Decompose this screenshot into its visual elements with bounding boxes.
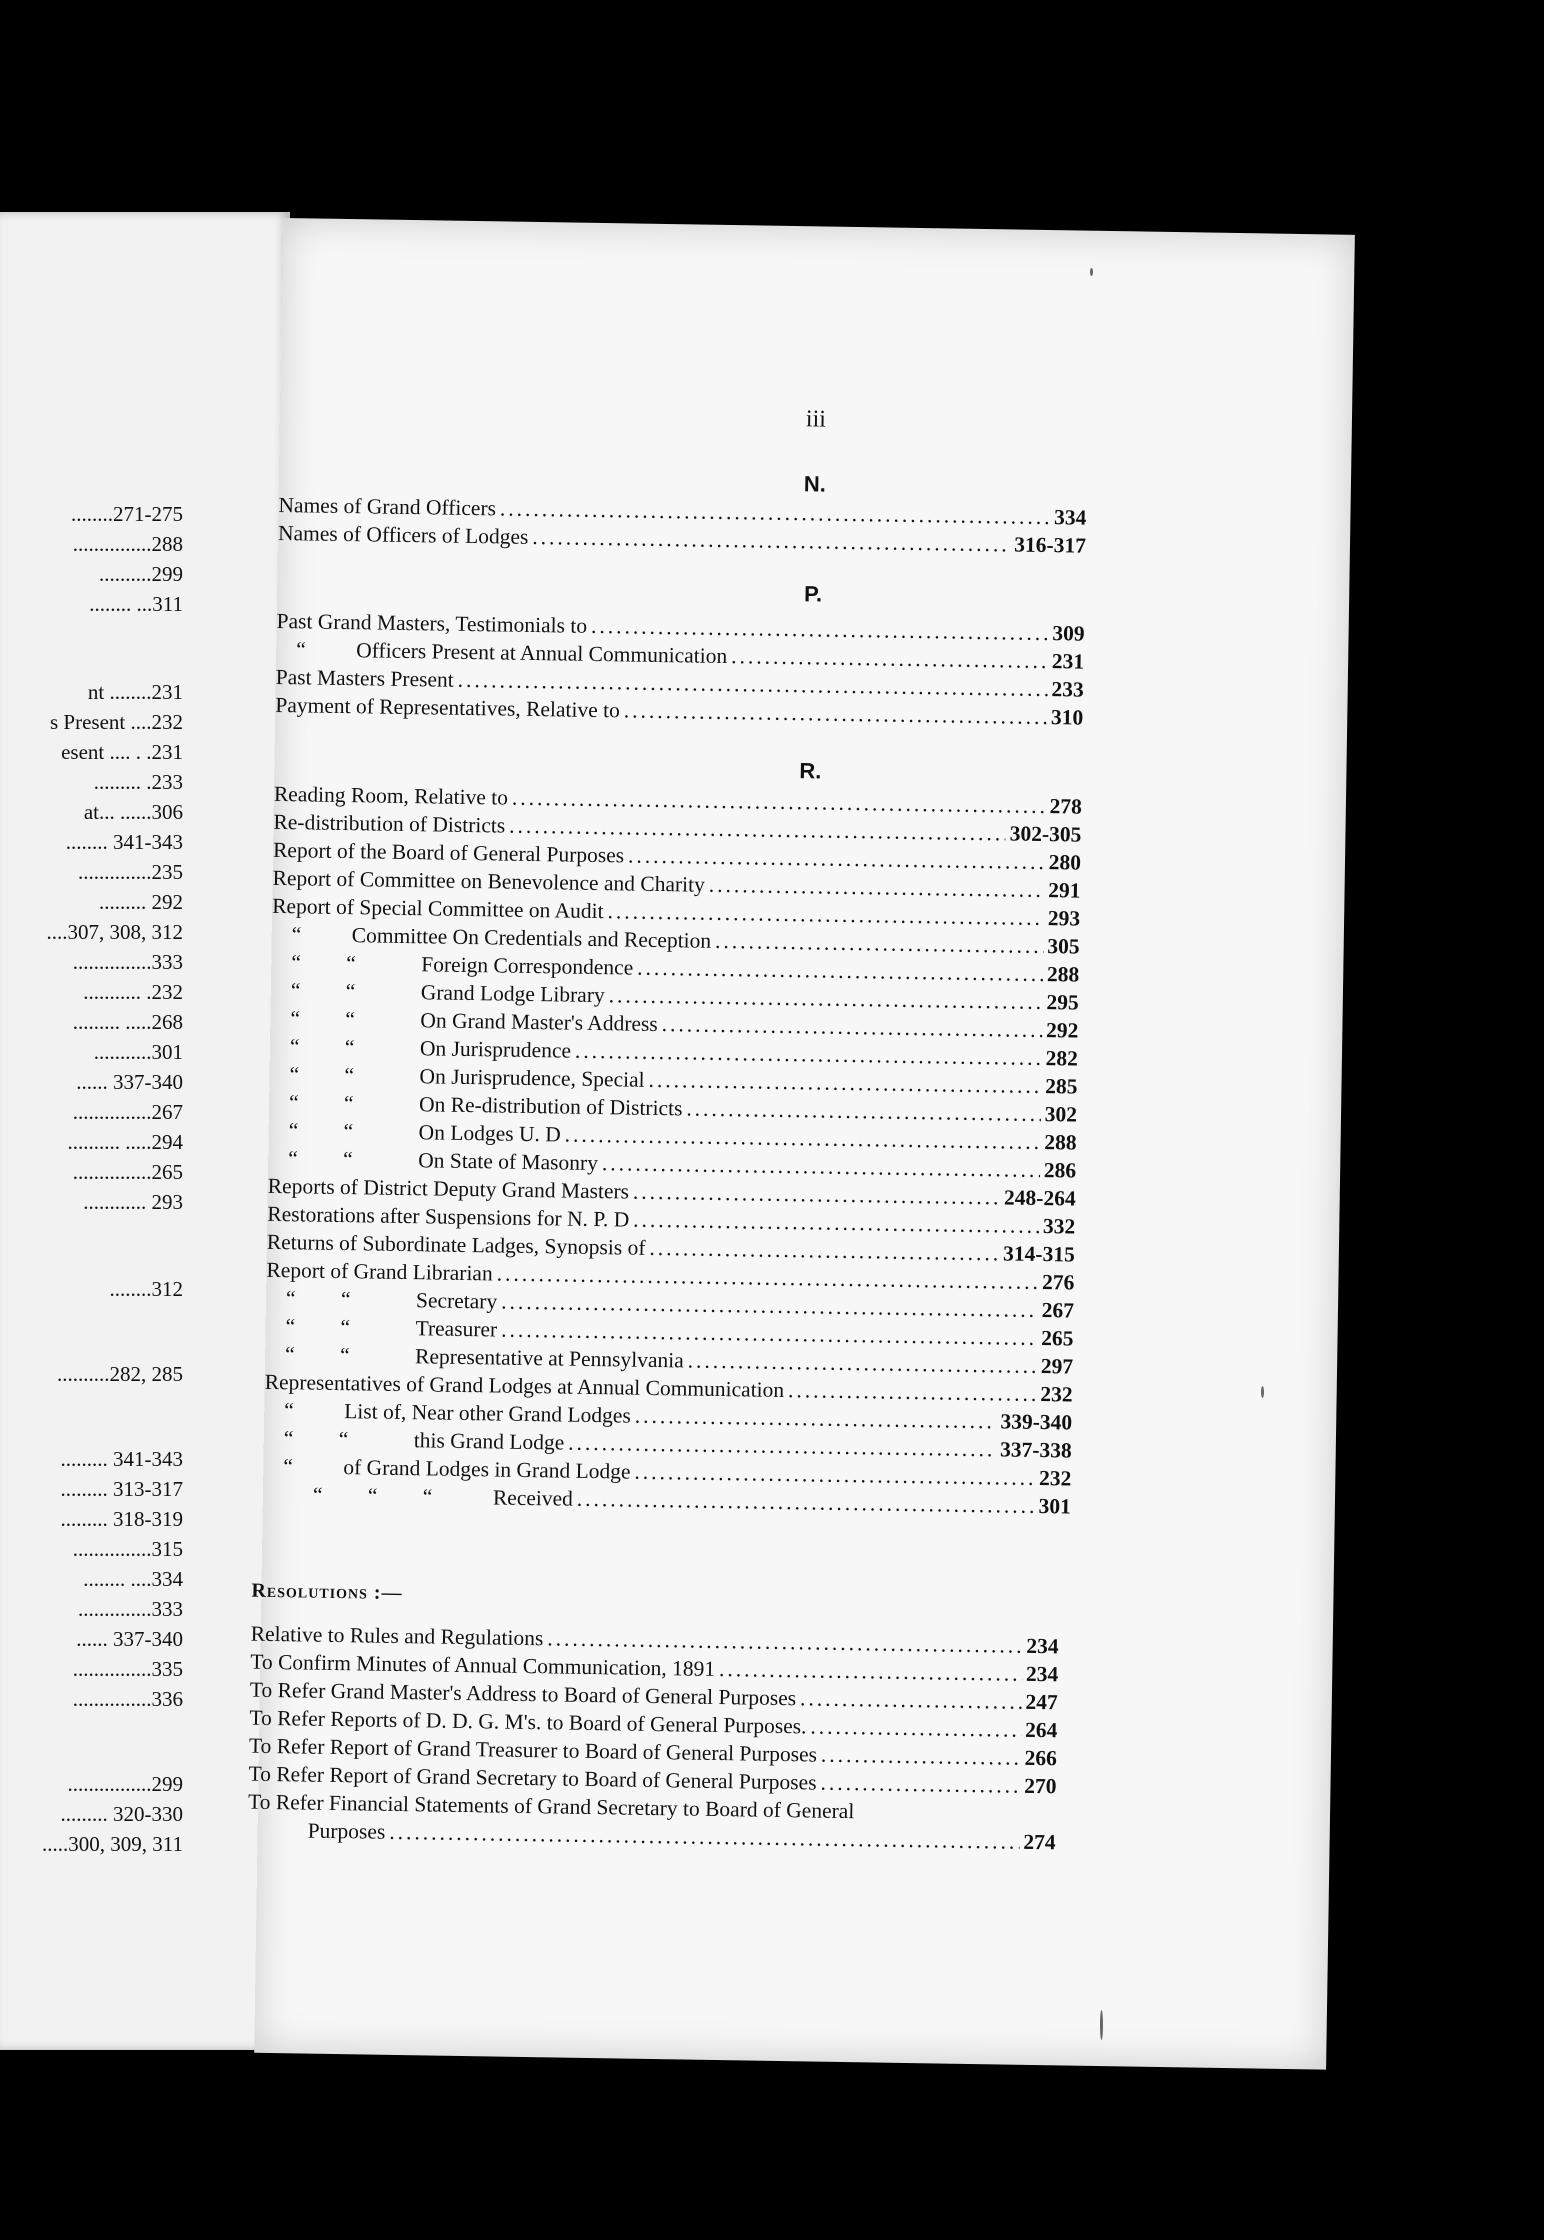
left-index-row: nt ........231	[87, 680, 183, 704]
left-index-row: ...........301	[93, 1040, 183, 1064]
entry-page-number: 316-317	[1014, 532, 1087, 558]
entry-label: Treasurer	[415, 1316, 498, 1342]
entry-page-number: 332	[1042, 1214, 1076, 1239]
entry-page-number: 302	[1044, 1102, 1078, 1127]
resolutions-heading: Resolutions :—	[251, 1579, 403, 1605]
section-heading-r: R.	[799, 758, 822, 784]
left-index-row: ....307, 308, 312	[46, 920, 183, 944]
entry-page-number: 295	[1046, 990, 1079, 1015]
resolution-page-number: 264	[1024, 1717, 1058, 1743]
resolution-label: To Confirm Minutes of Annual Communication, 1891	[250, 1649, 716, 1681]
entry-label: Payment of Representatives, Relative to	[275, 692, 621, 723]
ditto-marks: “ “	[288, 1146, 353, 1172]
left-index-row: ...... 337-340	[76, 1627, 183, 1651]
left-index-row: ...... 337-340	[76, 1070, 183, 1094]
entry-label: Names of Grand Officers	[278, 492, 497, 521]
leader-dots	[637, 955, 1043, 987]
left-index-row: ...............265	[72, 1160, 183, 1184]
entry-page-number: 297	[1040, 1354, 1074, 1379]
resolution-label: Relative to Rules and Regulations	[250, 1621, 544, 1651]
scan-speck	[1100, 2010, 1103, 2040]
entry-page-number: 276	[1041, 1270, 1075, 1295]
left-index-row: ........ ...311	[89, 592, 183, 616]
left-index-row: at... ......306	[83, 800, 183, 824]
entry-page-number: 293	[1047, 906, 1081, 931]
entry-page-number: 248-264	[1003, 1185, 1076, 1211]
entry-label: Report of Special Committee on Audit	[272, 893, 604, 924]
resolution-page-number: 270	[1024, 1773, 1057, 1799]
left-index-row: ........... .232	[83, 980, 183, 1004]
resolution-page-number: 234	[1026, 1633, 1059, 1659]
entry-page-number: 291	[1048, 878, 1081, 903]
entry-label: Returns of Subordinate Ladges, Synopsis of	[266, 1229, 646, 1260]
entry-page-number: 305	[1047, 934, 1080, 959]
left-index-row: ......... .....268	[72, 1010, 183, 1034]
left-page	[0, 212, 290, 2050]
left-index-row: ...............288	[72, 532, 183, 556]
entry-label: Report of the Board of General Purposes	[272, 837, 625, 868]
entry-label: Secretary	[415, 1288, 498, 1314]
entry-label: On Jurisprudence, Special	[419, 1064, 645, 1092]
left-index-row: ...............333	[72, 950, 183, 974]
ditto-marks: “ “	[285, 1314, 351, 1340]
resolution-page-number: 234	[1025, 1661, 1059, 1687]
resolution-label: To Refer Report of Grand Secretary to Board of General Purposes	[248, 1761, 817, 1795]
left-index-row: ..........282, 285	[57, 1362, 183, 1386]
entry-page-number: 280	[1048, 850, 1082, 875]
ditto-marks: “ “	[290, 978, 356, 1004]
right-page	[247, 218, 1355, 2070]
left-index-row: ........312	[109, 1277, 183, 1301]
left-index-row: ...............267	[72, 1100, 183, 1124]
leader-dots	[648, 1067, 1041, 1099]
entry-page-number: 265	[1041, 1326, 1074, 1351]
entry-label: On Jurisprudence	[419, 1036, 572, 1063]
left-index-row: ......... 318-319	[60, 1507, 183, 1531]
left-index-row: ......... 320-330	[60, 1802, 183, 1826]
entry-page-number: 334	[1053, 505, 1087, 530]
entry-page-number: 301	[1038, 1494, 1072, 1519]
ditto-marks: “ “	[289, 1062, 355, 1088]
leader-dots	[688, 1348, 1037, 1379]
ditto-marks: “ “	[288, 1118, 354, 1144]
ditto-marks: “ “	[290, 1006, 356, 1032]
leader-dots	[624, 697, 1048, 730]
resolution-label: To Refer Report of Grand Treasurer to Board of General Purposes	[248, 1733, 818, 1767]
leader-dots	[532, 524, 1010, 558]
entry-page-number: 314-315	[1002, 1241, 1076, 1267]
left-index-row: ......... .233	[93, 770, 183, 794]
ditto-marks: “	[283, 1454, 294, 1479]
leader-dots	[602, 1150, 1040, 1183]
scan-speck	[1090, 268, 1093, 276]
left-index-row: ......... 292	[99, 890, 183, 914]
entry-page-number: 231	[1051, 649, 1085, 674]
leader-dots	[634, 1459, 1035, 1491]
left-index-row: ........ 341-343	[65, 830, 183, 854]
ditto-marks: “ “	[284, 1342, 350, 1368]
leader-dots	[633, 1179, 1000, 1211]
left-index-row: ..............333	[78, 1597, 183, 1621]
leader-dots	[662, 1011, 1043, 1043]
ditto-marks: “	[296, 637, 306, 662]
entry-label: Representatives of Grand Lodges at Annual Communication	[264, 1369, 785, 1403]
page-number: iii	[805, 406, 827, 433]
section-heading-p: P.	[803, 581, 823, 607]
entry-page-number: 292	[1045, 1018, 1079, 1043]
resolution-label: Purposes	[307, 1818, 386, 1844]
leader-dots	[609, 982, 1043, 1015]
entry-page-number: 278	[1049, 794, 1083, 819]
resolution-label: To Refer Grand Master's Address to Board of General Purposes	[249, 1677, 797, 1711]
resolution-page-number: 247	[1025, 1689, 1058, 1715]
left-index-row: ......... 341-343	[60, 1447, 183, 1471]
entry-page-number: 286	[1043, 1158, 1077, 1183]
entry-label: Names of Officers of Lodges	[277, 520, 529, 549]
leader-dots	[649, 1235, 999, 1266]
entry-label: Report of Committee on Benevolence and Charity	[272, 865, 706, 897]
scan-speck	[1261, 1386, 1264, 1398]
left-index-row: ...............336	[72, 1687, 183, 1711]
entry-page-number: 288	[1044, 1130, 1077, 1155]
entry-label: Received	[492, 1485, 574, 1511]
ditto-marks: “ “	[289, 1034, 355, 1060]
resolution-label: To Refer Reports of D. D. G. M's. to Board of General Purposes.	[249, 1705, 807, 1739]
left-index-row: ..........299	[99, 562, 183, 586]
entry-label: On Re-distribution of Districts	[418, 1092, 683, 1121]
entry-page-number: 282	[1045, 1046, 1079, 1071]
entry-page-number: 232	[1038, 1466, 1072, 1491]
ditto-marks: “ “ “	[312, 1482, 433, 1509]
leader-dots	[607, 898, 1044, 931]
leader-dots	[577, 1486, 1035, 1519]
ditto-marks: “	[291, 922, 302, 947]
resolution-page-number: 266	[1024, 1745, 1058, 1771]
resolution-page-number: 274	[1023, 1829, 1056, 1855]
left-index-row: s Present ....232	[50, 710, 183, 734]
entry-page-number: 267	[1041, 1298, 1075, 1323]
left-index-row: ...............335	[72, 1657, 183, 1681]
ditto-marks: “	[284, 1398, 295, 1423]
entry-label: On Lodges U. D	[418, 1120, 561, 1147]
left-index-row: ................299	[67, 1772, 183, 1796]
entry-label: Past Masters Present	[275, 664, 454, 692]
entry-label: Re-distribution of Districts	[273, 809, 506, 838]
entry-label: Grand Lodge Library	[420, 980, 605, 1008]
leader-dots	[686, 1095, 1041, 1127]
left-index-row: ........ ....334	[83, 1567, 183, 1591]
leader-dots	[709, 872, 1045, 903]
resolution-label: To Refer Financial Statements of Grand Secretary to Board of General	[247, 1789, 855, 1824]
entry-label: Foreign Correspondence	[421, 952, 634, 980]
entry-page-number: 337-338	[999, 1437, 1072, 1463]
entry-page-number: 285	[1045, 1074, 1078, 1099]
leader-dots	[633, 1207, 1039, 1239]
ditto-marks: “ “	[291, 950, 356, 976]
leader-dots	[635, 1403, 997, 1435]
leader-dots	[715, 928, 1044, 959]
entry-page-number: 232	[1040, 1382, 1073, 1407]
left-index-row: ...............315	[72, 1537, 183, 1561]
leader-dots	[628, 843, 1045, 876]
entry-label: Report of Grand Librarian	[266, 1257, 493, 1286]
entry-label: Reports of District Deputy Grand Masters	[267, 1173, 630, 1204]
left-index-row: .....300, 309, 311	[42, 1832, 183, 1856]
left-index-row: ............ 293	[83, 1190, 183, 1214]
left-index-row: ........271-275	[71, 502, 183, 526]
section-heading-n: N.	[803, 471, 827, 497]
entry-label: Committee On Credentials and Reception	[351, 923, 712, 953]
leader-dots	[800, 1685, 1022, 1714]
entry-label: Restorations after Suspensions for N. P. D	[267, 1201, 630, 1232]
entry-page-number: 302-305	[1009, 821, 1082, 847]
entry-label: Officers Present at Annual Communication	[356, 638, 728, 669]
entry-page-number: 288	[1046, 962, 1080, 987]
leader-dots	[821, 1742, 1021, 1771]
left-index-row: esent .... . .231	[61, 740, 183, 764]
ditto-marks: “ “	[285, 1286, 351, 1312]
ditto-marks: “ “	[288, 1090, 354, 1116]
entry-label: List of, Near other Grand Lodges	[344, 1399, 631, 1428]
entry-label: Past Grand Masters, Testimonials to	[276, 608, 588, 638]
left-index-row: ..............235	[78, 860, 183, 884]
leader-dots	[820, 1770, 1020, 1799]
entry-page-number: 310	[1050, 705, 1084, 730]
entry-label: On Grand Master's Address	[420, 1008, 658, 1036]
entry-label: of Grand Lodges in Grand Lodge	[343, 1455, 631, 1484]
entry-page-number: 233	[1051, 677, 1084, 702]
ditto-marks: “ “	[283, 1426, 349, 1452]
entry-label: this Grand Lodge	[413, 1428, 565, 1455]
entry-label: Reading Room, Relative to	[273, 781, 509, 810]
leader-dots	[719, 1656, 1022, 1687]
left-index-row: ......... 313-317	[60, 1477, 183, 1501]
leader-dots	[788, 1377, 1037, 1407]
entry-page-number: 339-340	[1000, 1409, 1073, 1435]
left-index-row: .......... .....294	[67, 1130, 183, 1154]
leader-dots	[568, 1430, 996, 1463]
entry-page-number: 309	[1052, 621, 1085, 646]
entry-label: Representative at Pennsylvania	[414, 1344, 684, 1373]
leader-dots	[810, 1713, 1021, 1742]
entry-label: On State of Masonry	[418, 1148, 599, 1176]
leader-dots	[731, 643, 1048, 674]
